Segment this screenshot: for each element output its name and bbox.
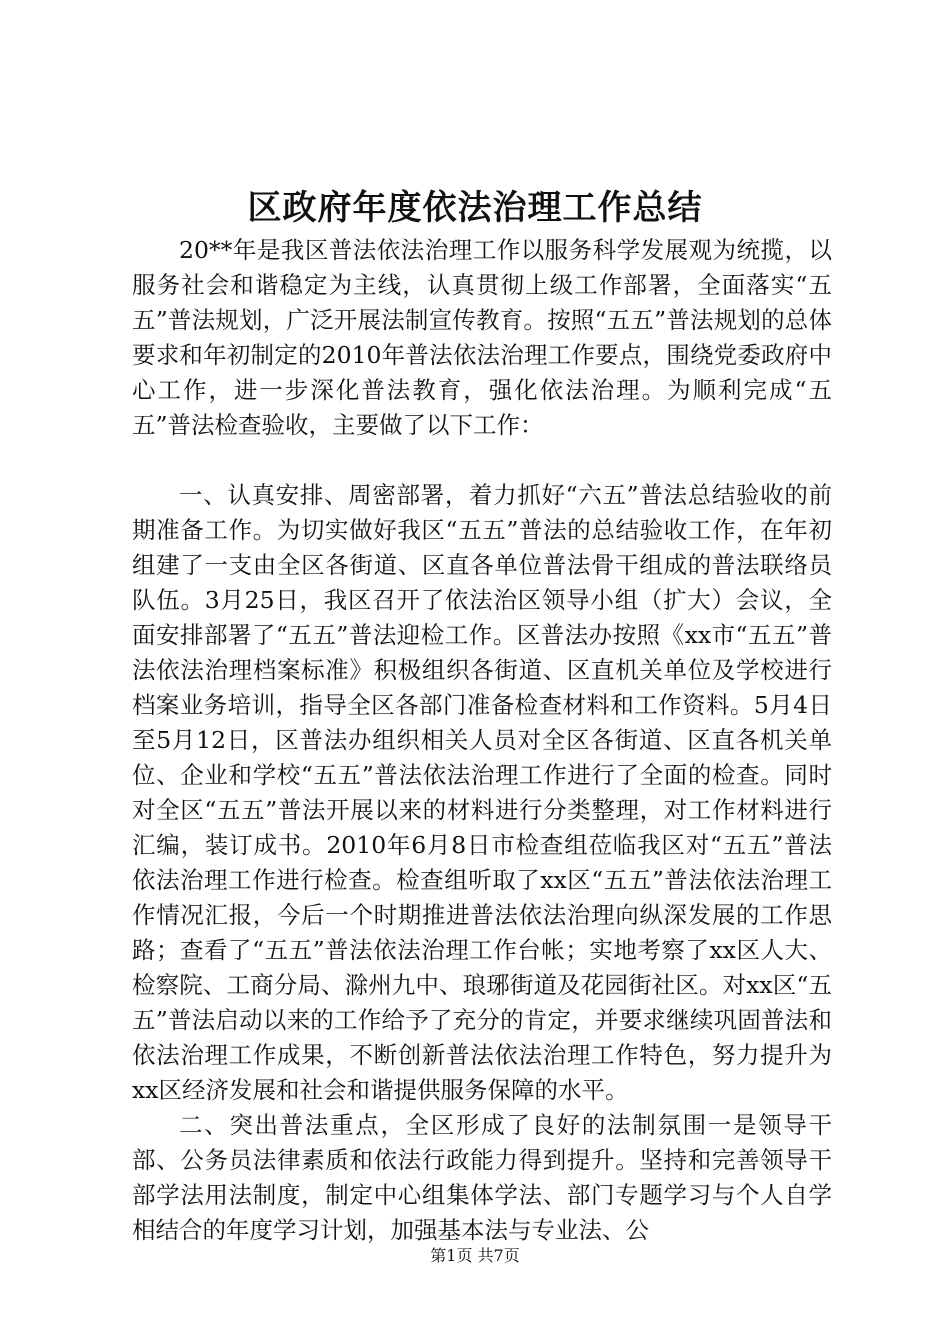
paragraph-section-2: 二、突出普法重点，全区形成了良好的法制氛围一是领导干部、公务员法律素质和依法行政能力得到提升。坚持和完善领导干部学法用法制度，制定中心组集体学法、部门专题学习与个人自学相结合的年度学习计划，加强基本法与专业法、公 bbox=[132, 1111, 832, 1244]
paragraph-section-1: 一、认真安排、周密部署，着力抓好“六五”普法总结验收的前期准备工作。为切实做好我区“五五”普法的总结验收工作，在年初组建了一支由全区各街道、区直各单位普法骨干组成的普法联络员队伍。3月25日，我区召开了依法治区领导小组（扩大）会议，全面安排部署了“五五”普法迎检工作。区普法办按照《xx市“五五”普法依法治理档案标准》积极组织各街道、区直机关单位及学校进行档案业务培训，指导全区各部门准备检查材料和工作资料。5月4日至5月12日，区普法办组织相关人员对全区各街道、区直各机关单位、企业和学校“五五”普法依法治理工作进行了全面的检查。同时对全区“五五”普法开展以来的材料进行分类整理，对工作材料进行汇编，装订成书。2010年6月8日市检查组莅临我区对“五五”普法依法治理工作进行检查。检查组听取了xx区“五五”普法依法治理工作情况汇报，今后一个时期推进普法依法治理向纵深发展的工作思路；查看了“五五”普法依法治理工作台帐；实地考察了xx区人大、检察院、工商分局、滁州九中、琅琊街道及花园街社区。对xx区“五五”普法启动以来的工作给予了充分的肯定，并要求继续巩固普法和依法治理工作成果，不断创新普法依法治理工作特色，努力提升为xx区经济发展和社会和谐提供服务保障的水平。 bbox=[132, 481, 832, 1104]
page-indicator: 第1页 共7页 bbox=[430, 1246, 520, 1265]
paragraph-intro: 20**年是我区普法依法治理工作以服务科学发展观为统揽，以服务社会和谐稳定为主线，认真贯彻上级工作部署，全面落实“五五”普法规划，广泛开展法制宣传教育。按照“五五”普法规划的总体要求和年初制定的2010年普法依法治理工作要点，围绕党委政府中心工作，进一步深化普法教育，强化依法治理。为顺利完成“五五”普法检查验收，主要做了以下工作： bbox=[132, 236, 832, 439]
paragraph-gap bbox=[132, 443, 832, 478]
document-body bbox=[132, 233, 832, 1248]
document-title: 区政府年度依法治理工作总结 bbox=[247, 188, 703, 228]
